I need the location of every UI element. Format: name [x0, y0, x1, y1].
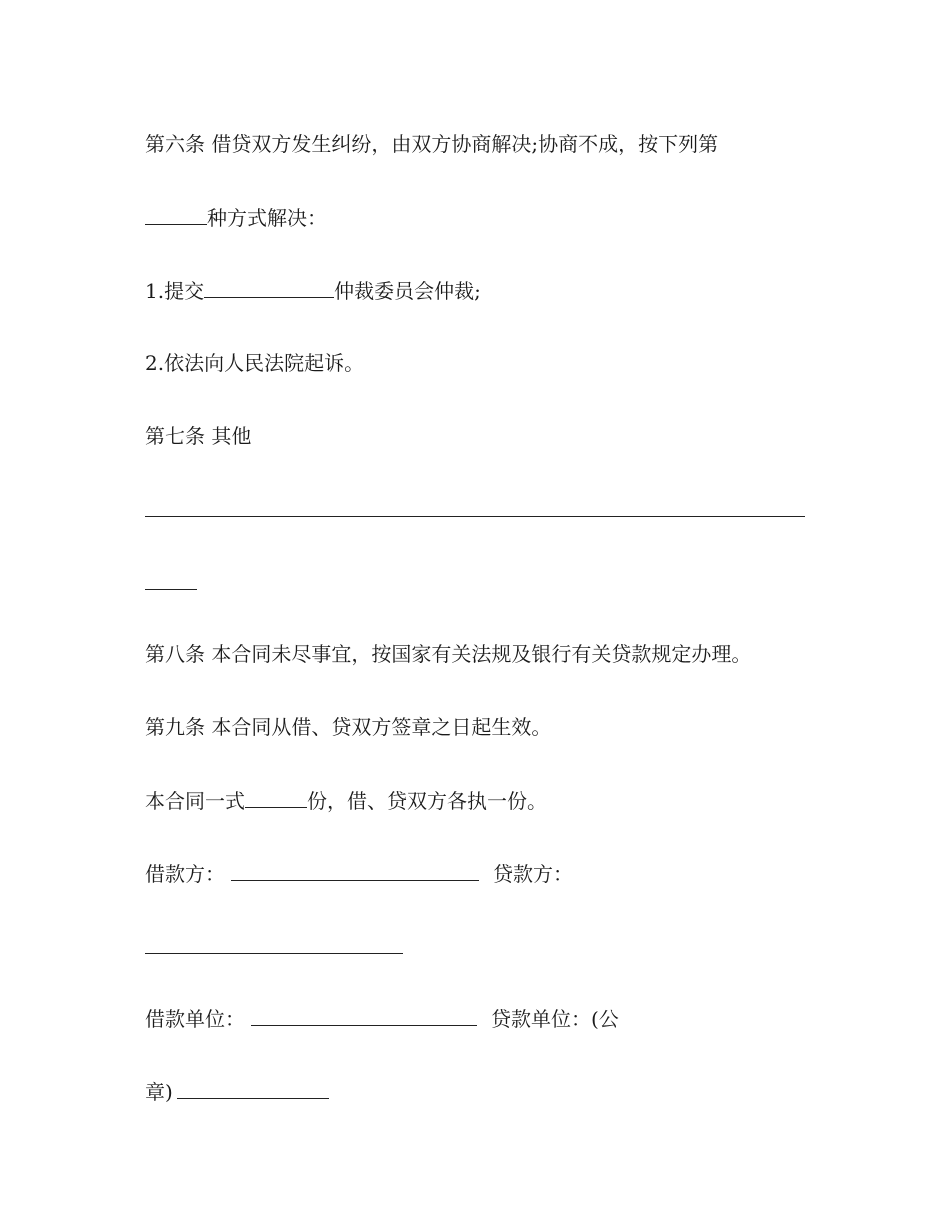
lender-label: 贷款方：	[493, 862, 573, 886]
copies-count-blank[interactable]	[245, 787, 307, 808]
borrower-label: 借款方：	[145, 862, 225, 886]
option1-suffix: 仲裁委员会仲裁;	[334, 279, 481, 303]
copies-suffix: 份，借、贷双方各执一份。	[307, 789, 547, 813]
lender-unit-seal-blank[interactable]	[177, 1078, 329, 1099]
unit-line	[145, 1005, 619, 1032]
article7-other-blank-line2[interactable]	[145, 589, 197, 590]
article6-line2-text: 种方式解决：	[207, 206, 327, 230]
article6-option2: 2.依法向人民法院起诉。	[145, 351, 365, 375]
method-number-blank[interactable]	[145, 204, 207, 225]
article7-title: 第七条 其他	[145, 424, 252, 448]
lender-signature-blank[interactable]	[145, 953, 403, 954]
borrower-unit-blank[interactable]	[251, 1005, 477, 1026]
copies-prefix: 本合同一式	[145, 789, 245, 813]
article6-option1	[145, 277, 481, 304]
article9: 第九条 本合同从借、贷双方签章之日起生效。	[145, 715, 552, 739]
article6-line2	[145, 204, 327, 231]
article6-line1: 第六条 借贷双方发生纠纷，由双方协商解决;协商不成，按下列第	[145, 132, 719, 156]
lender-unit-label-cont: 章)	[145, 1080, 173, 1104]
borrower-signature-blank[interactable]	[231, 860, 479, 881]
borrower-lender-line	[145, 860, 573, 887]
option1-prefix: 1.提交	[145, 279, 205, 303]
article8: 第八条 本合同未尽事宜，按国家有关法规及银行有关贷款规定办理。	[145, 642, 752, 666]
copies-clause	[145, 787, 547, 814]
borrower-unit-label: 借款单位：	[145, 1007, 245, 1031]
article7-other-blank-line1[interactable]	[145, 516, 805, 517]
lender-unit-seal-line	[145, 1078, 329, 1105]
lender-unit-label: 贷款单位：(公	[491, 1007, 619, 1031]
arbitration-committee-blank[interactable]	[204, 277, 334, 298]
